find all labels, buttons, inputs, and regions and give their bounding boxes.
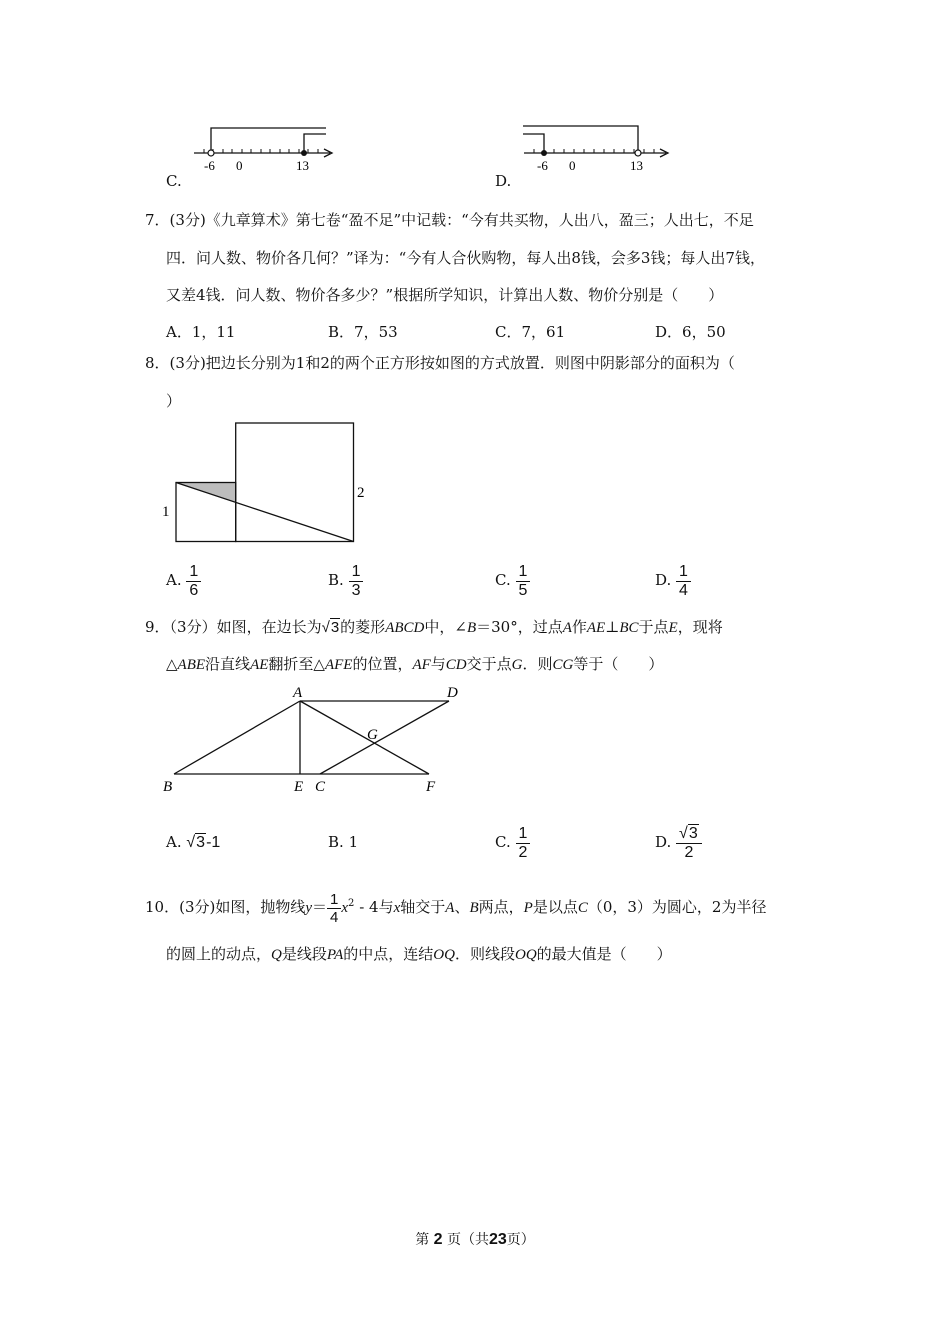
current-page-number: 2 [433,1231,443,1248]
q8-option-b [328,560,363,600]
point-label-A: A [293,685,303,701]
fraction-one-quarter: $\frac{1}{4}$ [327,891,341,926]
option-value: 1 [348,833,359,851]
numerator: 1 [516,563,531,582]
tick-label-0: 0 [569,158,576,173]
q6-option-d-label: D. [495,172,512,190]
side-label-2: 2 [357,485,365,501]
option-label: C. [495,833,511,851]
numerator: 1 [676,563,691,582]
fold-AF [300,701,429,774]
q10-text-line1: 10．(3分)如图，抛物线y＝ $\frac{1}{4}$ $x^2 - 4$与x轴交于A、B两点，P是以点C（0，3）为圆心，2为半径 [145,890,767,926]
q9-rhombus-figure [155,680,475,798]
point-label-B: B [163,779,173,795]
q9-text-line2: △ABE沿直线AE翻折至△AFE的位置，AF与CD交于点G．则CG等于（ ） [166,655,664,673]
option-label: D. [655,571,672,589]
q8-squares-figure [155,418,375,548]
q7-text-line2: 四．问人数、物价各几何？”译为：“今有人合伙购物，每人出8钱，会多3钱；每人出7钱， [166,249,765,267]
open-point-13 [635,150,641,156]
tick-label-neg6: -6 [204,158,215,173]
q7-text-line1: 7．(3分)《九章算术》第七卷“盈不足”中记载：“今有共买物，人出八，盈三；人出七，不足 [145,211,754,229]
closed-point-13 [301,150,307,156]
numerator: 1 [349,563,364,582]
q8-text-line2: ） [166,392,182,410]
q9-option-a: A. √3-1 [166,822,220,863]
tick-label-0: 0 [236,158,243,173]
sqrt-3: √3 [679,824,698,842]
point-label-C: C [315,779,326,795]
solution-ray-right [523,126,638,153]
q10-text-line2: 的圆上的动点，Q是线段PA的中点，连结OQ．则线段OQ的最大值是（ ） [166,945,672,963]
fraction [349,563,364,600]
diagonal-line [176,483,354,542]
total-page-number: 23 [489,1231,507,1248]
q7-text-line3: 又差4钱．问人数、物价各多少？”根据所学知识，计算出人数、物价分别是（ ） [166,286,724,304]
q7-option-a: A．1，11 [166,323,236,341]
q9-option-d [655,822,702,862]
q9-option-c [495,822,530,862]
q7-option-d: D．6，50 [655,323,726,341]
q6-option-d-number-line [520,122,675,174]
side-DC [320,701,449,774]
open-point-neg6 [208,150,214,156]
q7-option-c: C．7，61 [495,323,566,341]
closed-point-neg6 [541,150,547,156]
fraction: $\frac{√3}{2}$ [676,825,702,862]
option-label: A. [166,833,182,851]
denominator: 6 [189,581,199,599]
sqrt-3: √3 [321,619,340,636]
option-label: C. [495,571,511,589]
numerator: 1 [186,563,201,582]
q6-option-c-number-line [190,122,340,174]
q8-option-c [495,560,530,600]
option-label: D. [655,833,672,851]
denominator: 4 [679,581,688,599]
point-label-G: G [367,727,378,743]
q8-option-d [655,560,691,600]
q7-option-b: B．7，53 [328,323,398,341]
option-label: B. [328,833,344,851]
fraction [186,563,201,600]
page-footer: 第 2 页（共23页） [415,1231,535,1248]
point-label-E: E [294,779,304,795]
q9-text-line1: 9．（3分）如图，在边长为√3的菱形ABCD中，∠B＝30°，过点A作AE⊥BC于点E，现将 [145,609,723,647]
side-label-1: 1 [162,504,170,520]
fraction: $\frac{1}{2}$ [516,825,531,862]
solution-ray-right [304,134,326,153]
fraction [676,563,691,600]
tick-label-neg6: -6 [537,158,548,173]
option-label: A. [166,571,182,589]
q8-text-line1: 8．(3分)把边长分别为1和2的两个正方形按如图的方式放置．则图中阴影部分的面积为（ [145,354,735,372]
sqrt-3: √3 [186,834,206,851]
tick-label-13: 13 [630,158,643,173]
q6-option-c-label: C. [166,172,182,190]
point-label-D: D [447,685,458,701]
side-BA [174,701,300,774]
denominator: 3 [351,581,361,599]
denominator: 5 [518,581,528,599]
tick-label-13: 13 [296,158,309,173]
option-label: B. [328,571,344,589]
solution-ray-left [211,128,326,153]
q8-option-a [166,560,201,600]
q9-option-b [328,822,358,862]
point-label-F: F [426,779,436,795]
large-square [236,423,354,542]
fraction [516,563,531,600]
